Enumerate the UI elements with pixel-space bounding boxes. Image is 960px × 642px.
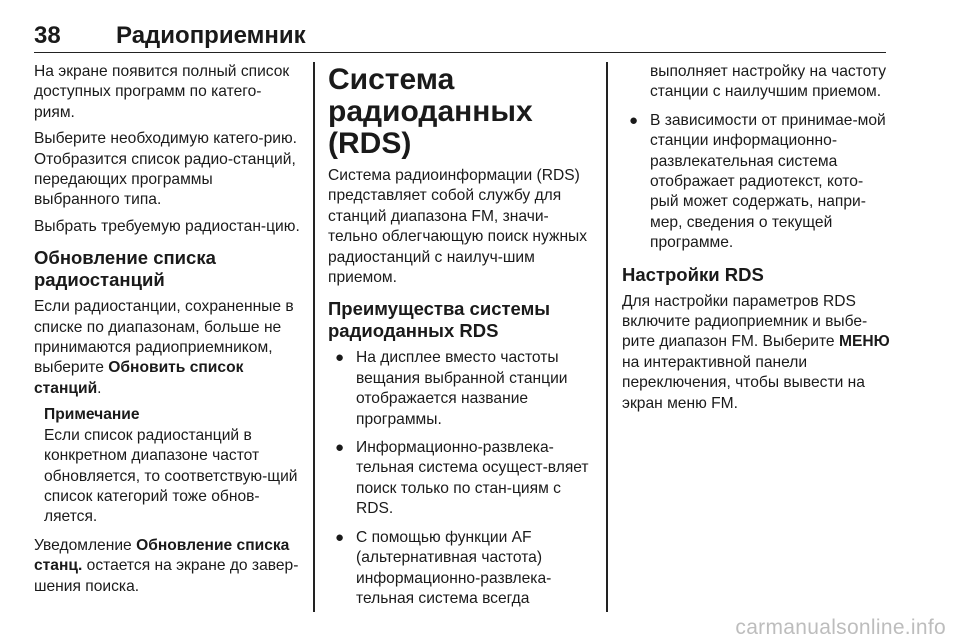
paragraph: На экране появится полный список доступных программ по катего-риям. [34,63,290,121]
bullet-list [328,348,598,609]
section-heading-rds: Система радиоданных (RDS) [328,63,533,160]
list-item-text: В зависимости от принимае-мой станции информационно-развлекательная система отображает радиотекст, кото-рый может содержать, напри-мер, сведения о текущей программе. [650,111,886,252]
column-divider [606,62,608,612]
bullet-list [622,111,890,254]
paragraph: Выберите необходимую катего-рию. Отобразится список радио-станций, передающих программы выбранного типа. [34,130,297,209]
list-item-text: На дисплее вместо частоты вещания выбранной станции отображается название программы. [356,349,568,428]
list-item [328,438,598,520]
watermark: carmanualsonline.info [735,616,946,639]
note-title: Примечание [44,406,140,424]
bullet-icon: ● [629,111,639,129]
note-block [44,405,302,527]
list-item [328,528,598,610]
bullet-icon: ● [335,439,345,457]
list-item-text: С помощью функции AF (альтернативная частота) информационно-развлека-тельная система всегда [356,528,552,607]
menu-option-update-list: Обновить список станций [34,359,244,397]
list-item-text: Информационно-развлека-тельная система осущест-вляет поиск только по стан-циям с RDS. [356,439,589,518]
paragraph: Выбрать требуемую радиостан-цию. [34,217,300,235]
text: остается на экране до завер-шения поиска. [34,557,299,595]
text: Уведомление [34,536,137,554]
section-heading-rds-advantages: Преимущества системы радиоданных RDS [328,298,551,342]
list-item [328,348,598,430]
page-header [34,22,886,53]
column-middle [328,62,598,617]
section-heading-update-list: Обновление списка радиостанций [34,247,216,291]
list-item-continuation: выполняет настройку на частоту станции с наилучшим приемом. [650,63,887,101]
page-number: 38 [34,22,61,49]
bullet-icon: ● [335,528,345,546]
column-left [34,62,302,603]
paragraph: Система радиоинформации (RDS) представляет собой службу для станций диапазона FM, значи-тельно облегчающую поиск нужных радиостанций с наилуч-шим приемом. [328,167,588,287]
text: Если радиостанции, сохраненные в списке по диапазонам, больше не принимаются радиоприемником, выберите [34,298,294,377]
text: . [97,379,102,397]
column-divider [313,62,315,612]
column-right [622,62,890,420]
text: на интерактивной панели переключения, чтобы вывести на экран меню FM. [622,353,865,412]
page-title: Радиоприемник [116,22,306,49]
text: Для настройки параметров RDS включите радиоприемник и выбе-рите диапазон FM. Выберите [622,292,868,351]
section-heading-rds-settings: Настройки RDS [622,263,764,285]
notification-name: Обновление списка станц. [34,536,290,575]
note-text: Если список радиостанций в конкретном диапазоне частот обновляется, то соответствую-щий список категорий тоже обнов-ляется. [44,426,298,526]
list-item [622,111,890,254]
paragraph [34,536,302,597]
bullet-icon: ● [335,349,345,367]
menu-button-label: МЕНЮ [838,333,890,351]
paragraph [622,292,890,414]
paragraph [34,297,302,399]
